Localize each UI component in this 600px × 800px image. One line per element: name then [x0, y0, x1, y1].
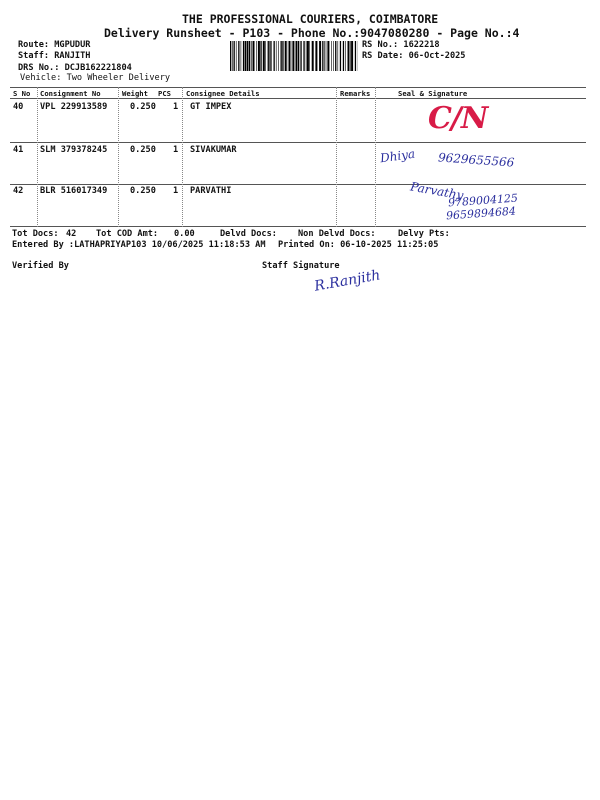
column-divider	[118, 87, 119, 227]
row-42-weight: 0.250	[130, 186, 156, 196]
delivery-points: Delvy Pts:	[398, 229, 450, 239]
row-separator	[10, 184, 586, 185]
runsheet-table	[10, 87, 586, 227]
barcode-bar	[296, 41, 298, 71]
row-42-consignee: PARVATHI	[190, 186, 232, 196]
barcode-bar	[232, 41, 233, 71]
barcode-bar	[247, 41, 249, 71]
row-42-signature: Parvathy	[409, 179, 465, 203]
printed-on: Printed On: 06-10-2025 11:25:05	[278, 240, 439, 250]
row-40-consignment: VPL 229913589	[40, 102, 108, 112]
barcode-bar	[324, 41, 325, 71]
barcode-bar	[326, 41, 327, 71]
barcode-bar	[271, 41, 272, 71]
delivered-docs: Delvd Docs:	[220, 229, 277, 239]
barcode-bar	[303, 41, 304, 71]
barcode-bar	[289, 41, 290, 71]
row-42-sno: 42	[13, 186, 24, 196]
row-41-pcs: 1	[173, 145, 179, 155]
barcode	[230, 41, 358, 71]
barcode-bar	[306, 41, 307, 71]
table-bottom-border	[10, 226, 586, 227]
barcode-bar	[335, 41, 336, 71]
barcode-bar	[234, 41, 235, 71]
row-separator	[10, 142, 586, 143]
barcode-bar	[333, 41, 334, 71]
table-top-border	[10, 87, 586, 88]
cn-stamp: C/N	[428, 101, 488, 136]
barcode-bar	[327, 41, 329, 71]
staff-signature: R.Ranjith	[313, 267, 382, 295]
vehicle: Vehicle: Two Wheeler Delivery	[20, 73, 171, 83]
barcode-bar	[309, 41, 310, 71]
row-42-phone-2: 9659894684	[445, 204, 517, 223]
header-weight: Weight	[122, 89, 148, 98]
barcode-bar	[312, 41, 314, 71]
barcode-bar	[348, 41, 350, 71]
barcode-bar	[241, 41, 242, 71]
row-41-consignee: SIVAKUMAR	[190, 145, 237, 155]
column-divider	[37, 87, 38, 227]
barcode-bar	[236, 41, 237, 71]
barcode-bar	[355, 41, 356, 71]
barcode-bar	[258, 41, 260, 71]
barcode-bar	[276, 41, 277, 71]
column-divider	[182, 87, 183, 227]
header-sno: S No	[13, 89, 31, 98]
tot-docs-value: 42	[66, 229, 77, 239]
barcode-bar	[285, 41, 287, 71]
barcode-bar	[278, 41, 279, 71]
row-40-sno: 40	[13, 102, 24, 112]
row-41-weight: 0.250	[130, 145, 156, 155]
barcode-bar	[340, 41, 341, 71]
barcode-bar	[249, 41, 250, 71]
barcode-bar	[288, 41, 289, 71]
row-40-weight: 0.250	[130, 102, 156, 112]
row-40-pcs: 1	[173, 102, 179, 112]
tot-cod-value: 0.00	[174, 229, 195, 239]
barcode-bar	[300, 41, 301, 71]
header-consignment: Consignment No	[40, 89, 101, 98]
header-bottom-border	[10, 98, 586, 99]
barcode-bar	[274, 41, 275, 71]
runsheet-subtitle: Delivery Runsheet - P103 - Phone No.:9047080280 - Page No.:4	[104, 26, 520, 40]
row-42-phone-1: 9789004125	[447, 191, 519, 210]
staff-signature-label: Staff Signature	[262, 261, 340, 271]
barcode-bar	[298, 41, 299, 71]
barcode-bar	[319, 41, 321, 71]
row-42-pcs: 1	[173, 186, 179, 196]
barcode-bar	[282, 41, 283, 71]
barcode-bar	[350, 41, 351, 71]
barcode-bar	[230, 41, 231, 71]
barcode-bar	[343, 41, 344, 71]
header-seal-signature: Seal & Signature	[398, 89, 468, 98]
barcode-bar	[253, 41, 255, 71]
row-41-consignment: SLM 379378245	[40, 145, 108, 155]
barcode-bar	[251, 41, 252, 71]
row-41-sno: 41	[13, 145, 24, 155]
rs-number: RS No.: 1622218	[362, 40, 440, 50]
header-pcs: PCS	[158, 89, 171, 98]
header-remarks: Remarks	[340, 89, 371, 98]
barcode-bar	[265, 41, 266, 71]
barcode-bar	[268, 41, 269, 71]
barcode-bar	[269, 41, 270, 71]
barcode-bar	[263, 41, 265, 71]
company-name: THE PROFESSIONAL COURIERS, COIMBATORE	[182, 12, 439, 26]
barcode-bar	[338, 41, 339, 71]
row-41-signature: Dhiya	[379, 146, 416, 166]
tot-docs-label: Tot Docs:	[12, 229, 59, 239]
barcode-bar	[292, 41, 294, 71]
barcode-bar	[345, 41, 346, 71]
entered-by: Entered By :LATHAPRIYAP103 10/06/2025 11:18:53 AM	[12, 240, 266, 250]
row-42-consignment: BLR 516017349	[40, 186, 108, 196]
barcode-bar	[307, 41, 309, 71]
barcode-bar	[331, 41, 332, 71]
barcode-bar	[281, 41, 282, 71]
column-divider	[336, 87, 337, 227]
row-41-phone: 9629655566	[437, 150, 515, 170]
route: Route: MGPUDUR	[18, 40, 91, 50]
row-40-consignee: GT IMPEX	[190, 102, 232, 112]
column-divider	[375, 87, 376, 227]
staff: Staff: RANJITH	[18, 51, 91, 61]
barcode-bar	[238, 41, 239, 71]
non-delivered-docs: Non Delvd Docs:	[298, 229, 376, 239]
rs-date: RS Date: 06-Oct-2025	[362, 51, 466, 61]
header-consignee: Consignee Details	[186, 89, 260, 98]
barcode-bar	[245, 41, 246, 71]
verified-by-label: Verified By	[12, 261, 69, 271]
barcode-bar	[243, 41, 244, 71]
barcode-bar	[351, 41, 353, 71]
tot-cod-label: Tot COD Amt:	[96, 229, 159, 239]
drs-number: DRS No.: DCJB162221804	[18, 63, 132, 73]
barcode-bar	[256, 41, 257, 71]
barcode-bar	[315, 41, 317, 71]
barcode-bar	[291, 41, 292, 71]
barcode-bar	[260, 41, 261, 71]
barcode-bar	[322, 41, 323, 71]
